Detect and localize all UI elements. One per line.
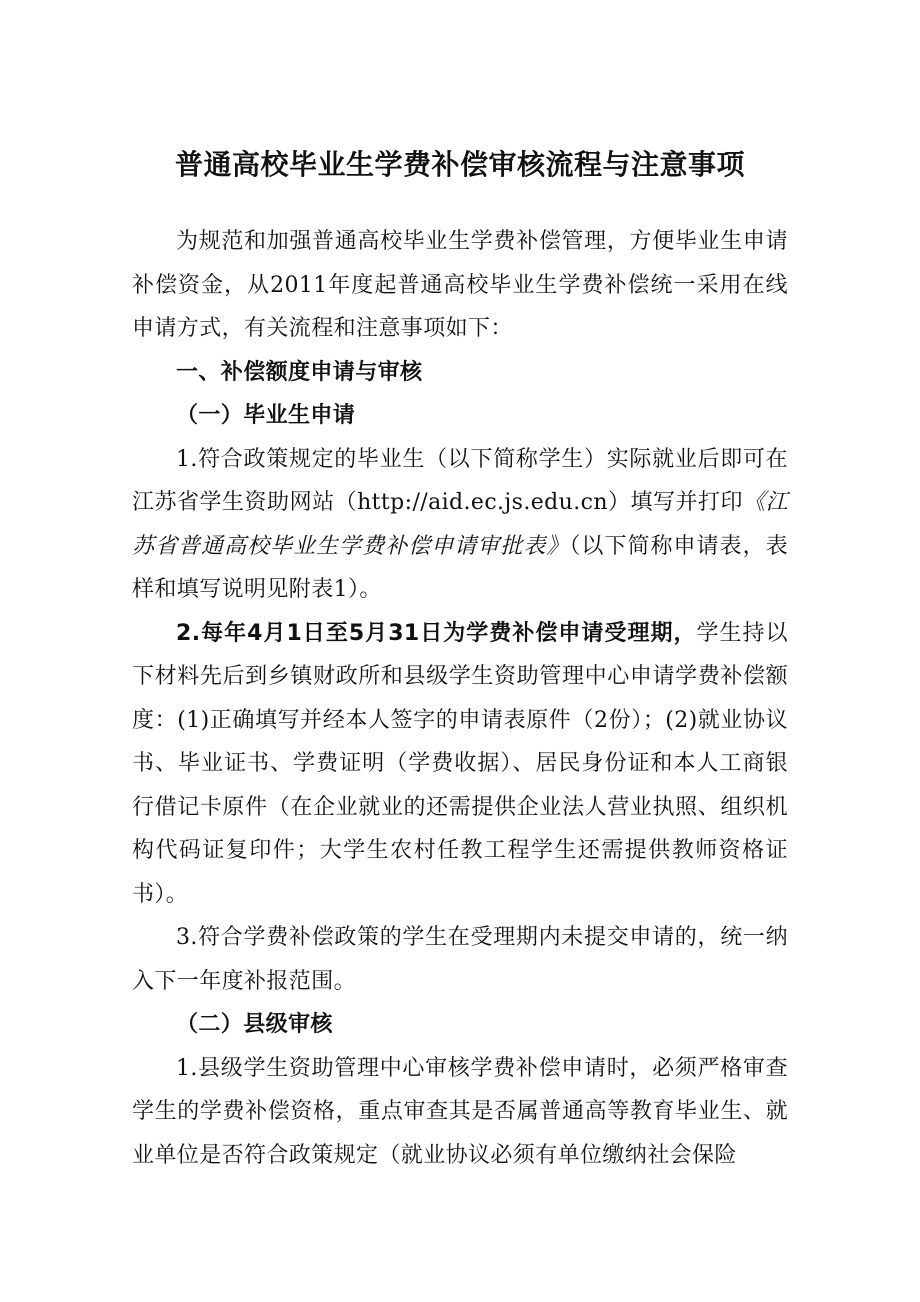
item-1-1-text-after: （以下简称申请表，表样和填写说明见附表1）。 <box>132 533 788 602</box>
paragraph-item-2-1: 1.县级学生资助管理中心审核学费补偿申请时，必须严格审查学生的学费补偿资格，重点审查其是否属普通高等教育毕业生、就业单位是否符合政策规定（就业协议必须有单位缴纳社会保险 <box>132 1055 788 1168</box>
subsection-heading-1: （一）毕业生申请 <box>176 403 356 428</box>
application-period-bold: 2.每年4月1日至5月31日为学费补偿申请受理期， <box>176 620 697 646</box>
paragraph-item-1-3: 3.符合学费补偿政策的学生在受理期内未提交申请的，统一纳入下一年度补报范围。 <box>132 925 788 994</box>
item-1-1-text: 1.符合政策规定的毕业生（以下简称学生）实际就业后即可在江苏省学生资助网站（http://aid.ec.js.edu.cn）填写并打印 <box>132 446 788 515</box>
subsection-heading-2: （二）县级审核 <box>176 1012 333 1037</box>
document-page <box>132 140 788 1177</box>
intro-paragraph: 为规范和加强普通高校毕业生学费补偿管理，方便毕业生申请补偿资金，从2011年度起普通高校毕业生学费补偿统一采用在线申请方式，有关流程和注意事项如下： <box>132 229 788 341</box>
item-1-2-text: 学生持以下材料先后到乡镇财政所和县级学生资助管理中心申请学费补偿额度：(1)正确填写并经本人签字的申请表原件（2份）；(2)就业协议书、毕业证书、学费证明（学费收据）、居民身份证和本人工商银行借记卡原件（在企业就业的还需提供企业法人营业执照、组织机构代码证复印件；大学生农村任教工程学生还需提供教师资格证书）。 <box>132 620 788 907</box>
paragraph-item-1-2 <box>132 612 788 917</box>
document-title: 普通高校毕业生学费补偿审核流程与注意事项 <box>174 148 745 181</box>
form-name-italic: 《江苏省普通高校毕业生学费补偿申请审批表》 <box>132 490 788 559</box>
paragraph-item-1-1 <box>132 438 788 612</box>
section-heading-1: 一、补偿额度申请与审核 <box>176 359 423 385</box>
